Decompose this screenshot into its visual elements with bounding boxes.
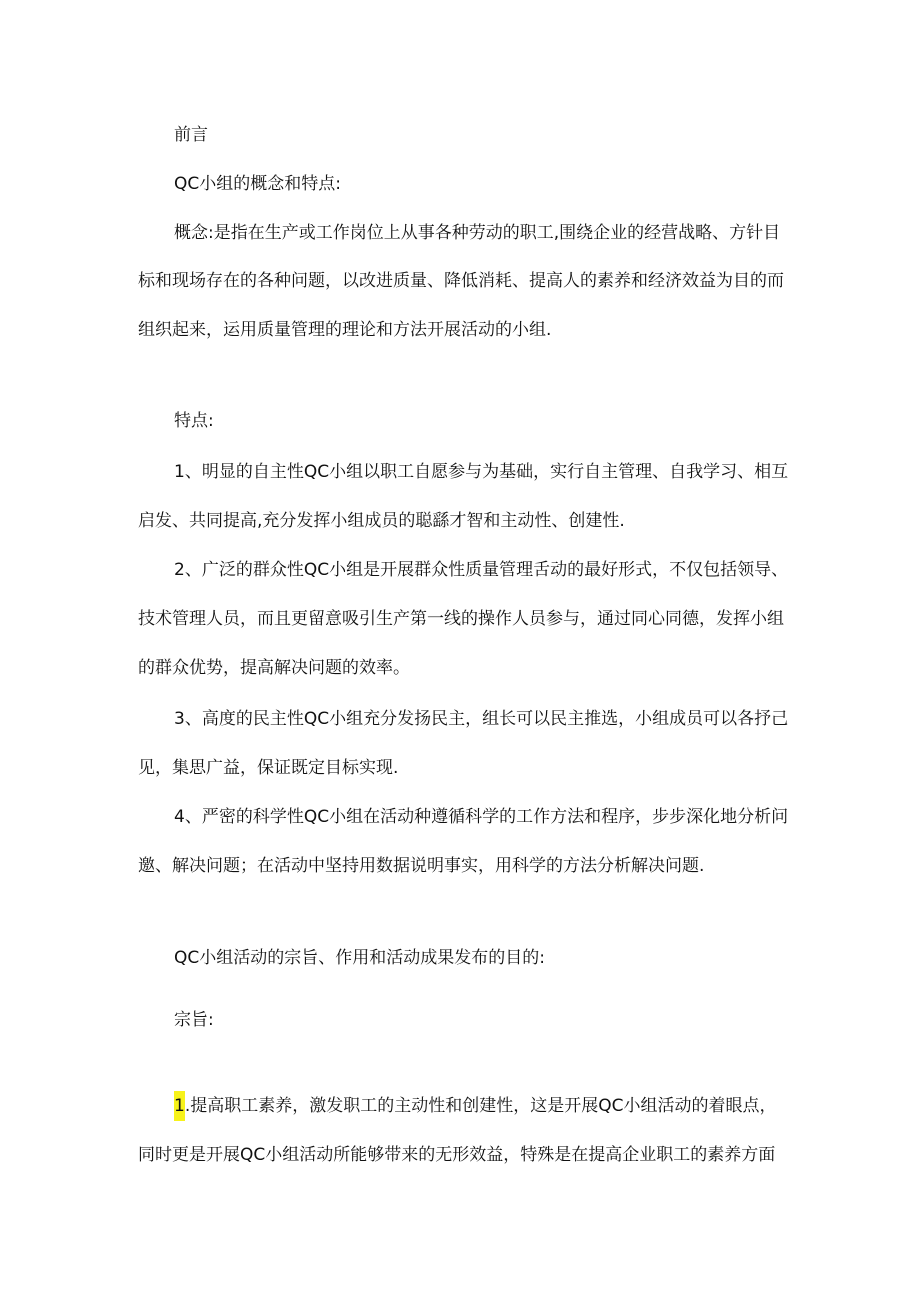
concept-line-2: 标和现场存在的各种问题，以改进质量、降低消耗、提高人的素养和经济效益为目的而: [138, 271, 784, 291]
highlighted-number: 1: [174, 1091, 185, 1121]
purpose-item-1-text: .提高职工素养，激发职工的主动性和创建性，这是开展QC小组活动的着眼点，: [184, 1096, 777, 1116]
purpose-label: 宗旨:: [174, 1010, 214, 1030]
purpose-item-1-line-1: [174, 1094, 776, 1118]
feature-4-line-2: 邀、解决问题；在活动中坚持用数据说明事实，用科学的方法分析解决问题.: [138, 856, 705, 876]
concept-line-3: 组织起来，运用质量管理的理论和方法开展活动的小组.: [138, 320, 552, 340]
features-title: 特点:: [174, 411, 214, 431]
feature-4-line-1: 4、严密的科学性QC小组在活动种遵循科学的工作方法和程序，步步深化地分析问: [174, 807, 789, 827]
purpose-item-1-line-2: 同时更是开展QC小组活动所能够带来的无形效益，特殊是在提高企业职工的素养方面: [138, 1145, 776, 1165]
feature-2-line-1: 2、广泛的群众性QC小组是开展群众性质量管理舌动的最好形式，不仅包括领导、: [174, 560, 789, 580]
feature-1-line-2: 启发、共同提高,充分发挥小组成员的聪繇才智和主动性、创建性.: [138, 511, 625, 531]
feature-2-line-2: 技术管理人员，而且更留意吸引生产第一线的操作人员参与，通过同心同德，发挥小组: [138, 609, 784, 629]
qc-concept-title: QC小组的概念和特点:: [174, 174, 341, 194]
feature-3-line-2: 见，集思广益，保证既定目标实现.: [138, 758, 399, 778]
feature-1-line-1: 1、明显的自主性QC小组以职工自愿参与为基础，实行自主管理、自我学习、相互: [174, 462, 789, 482]
feature-2-line-3: 的群众优势，提高解决问题的效率。: [138, 658, 410, 678]
concept-line-1: 概念:是指在生产或工作岗位上从事各种劳动的职工,围绕企业的经营战略、方针目: [174, 223, 781, 243]
preface-heading: 前言: [174, 125, 208, 145]
feature-3-line-1: 3、高度的民主性QC小组充分发扬民主，组长可以民主推选，小组成员可以各抒己: [174, 709, 789, 729]
purpose-title: QC小组活动的宗旨、作用和活动成果发布的目的:: [174, 948, 545, 968]
